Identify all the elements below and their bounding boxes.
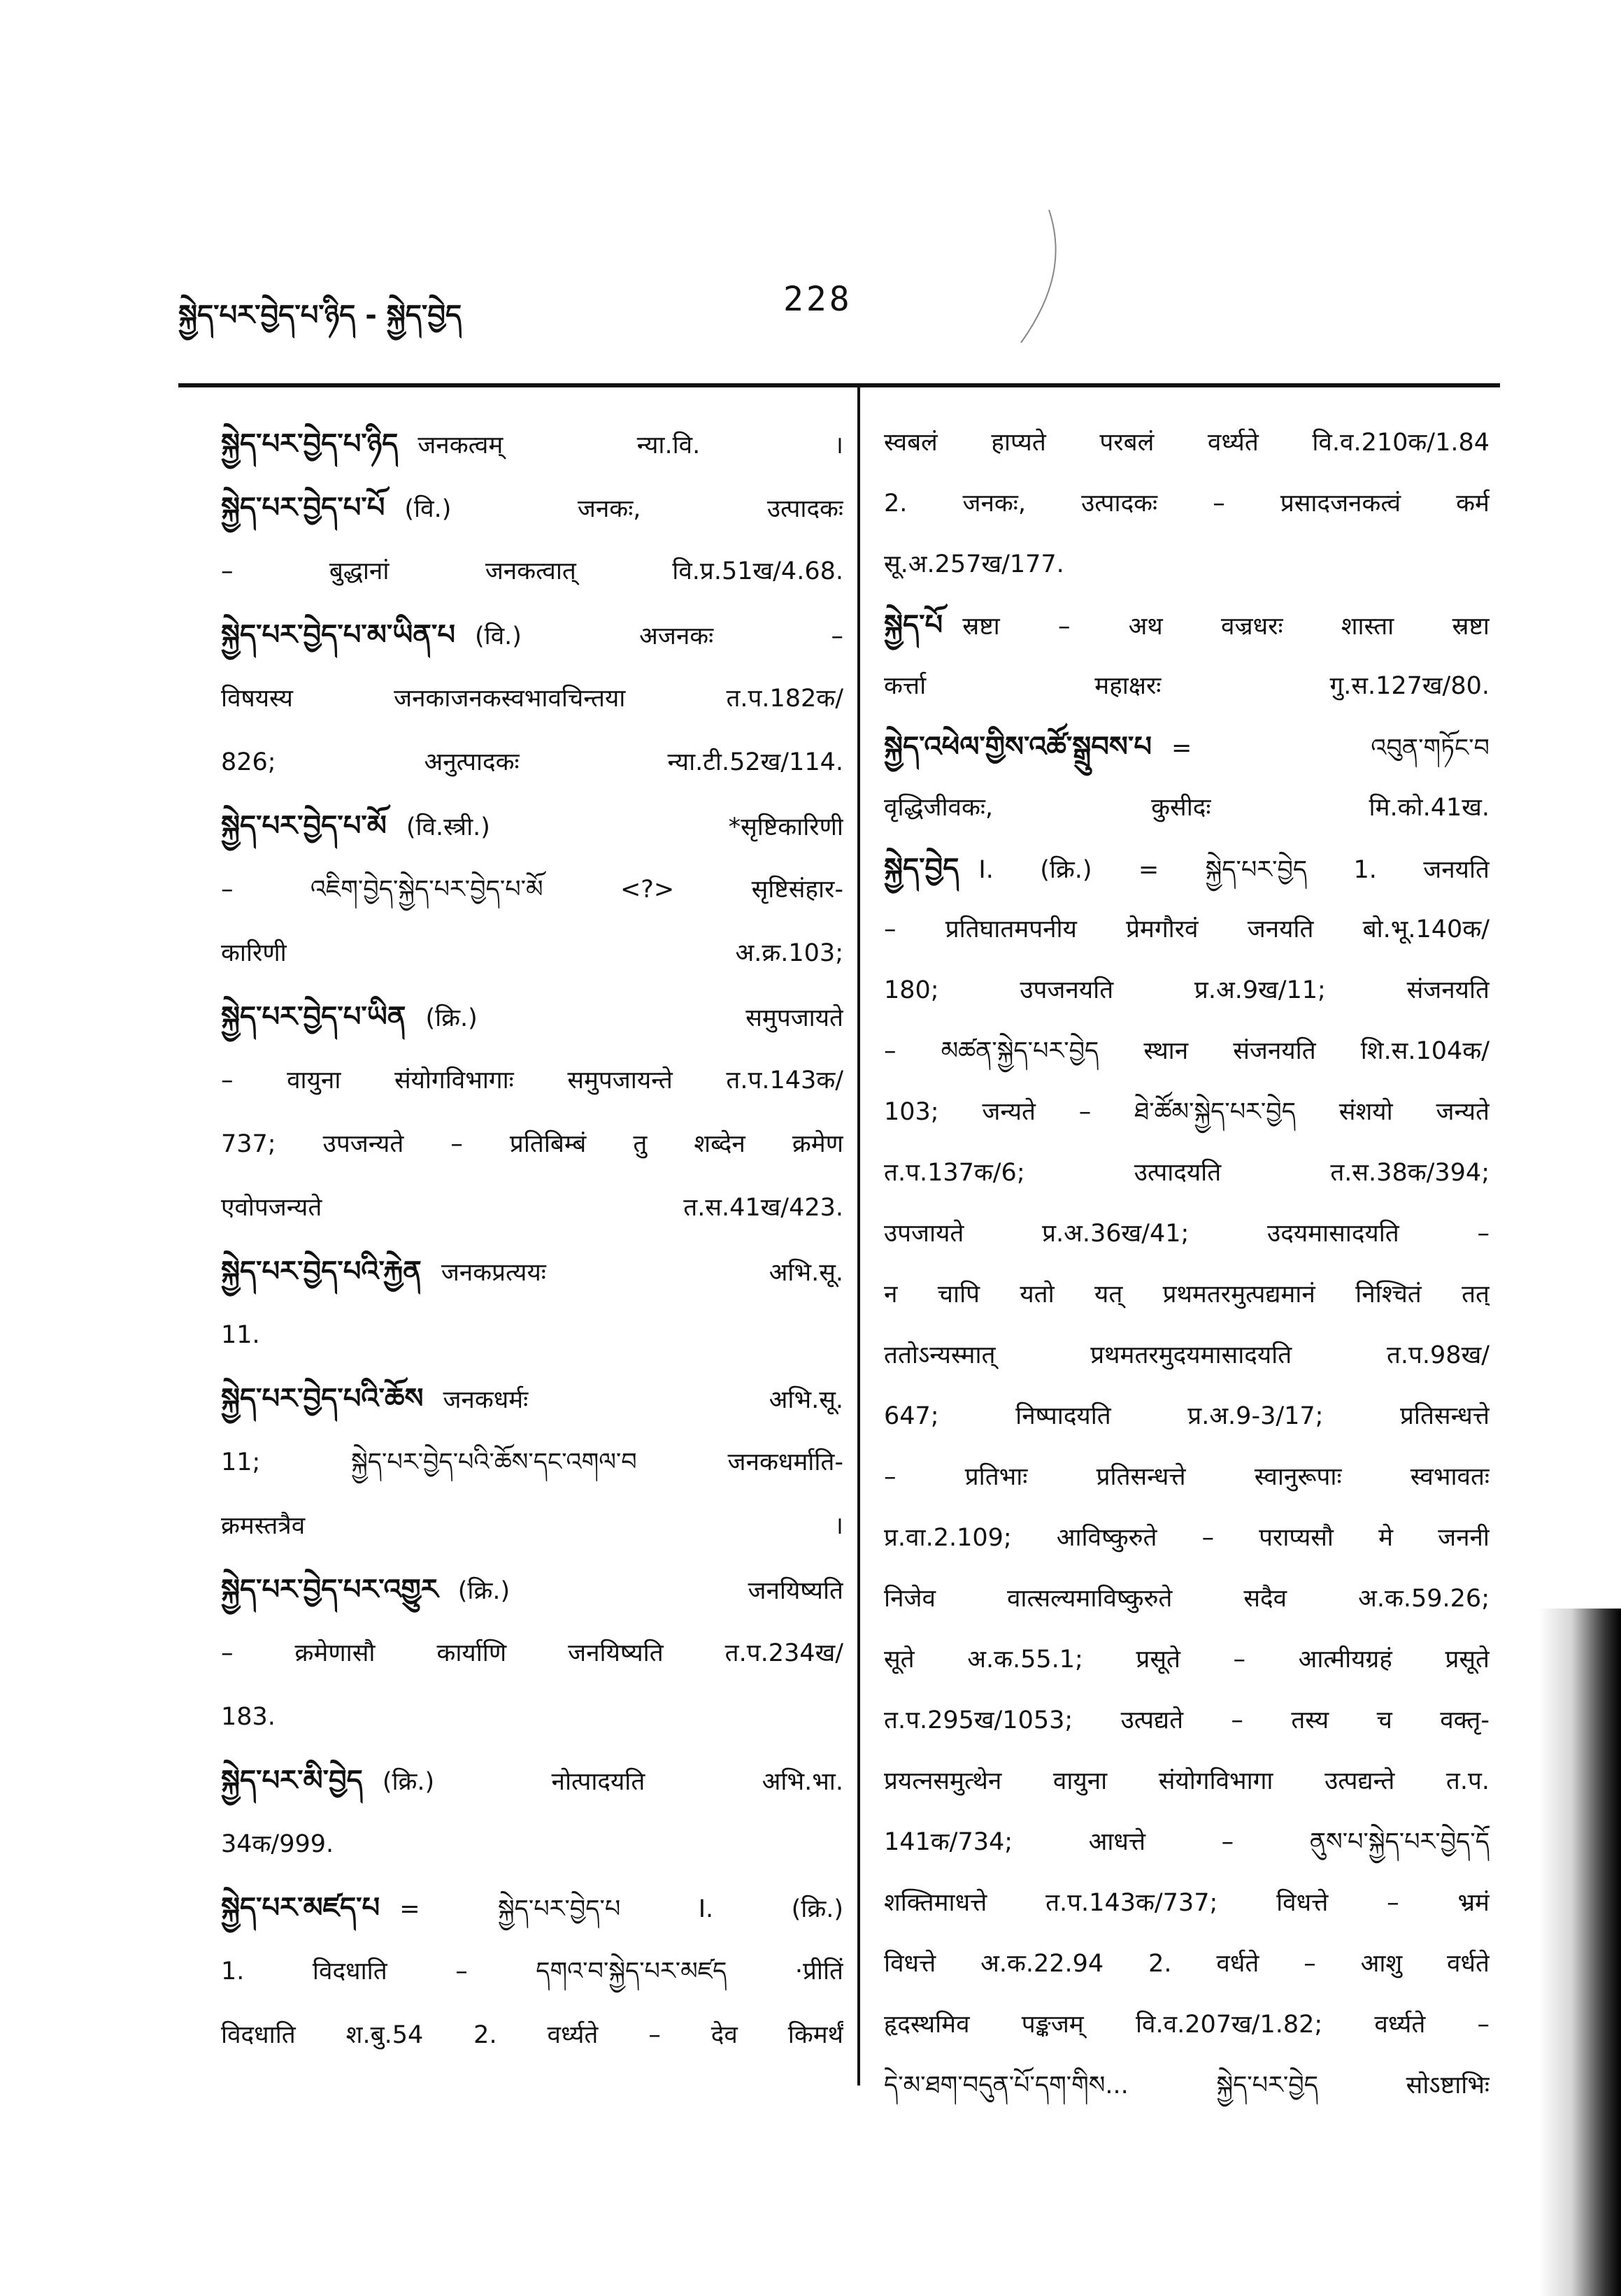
entry-text: = སྐྱེད་པར་བྱེད་པ I. (क्रि.) xyxy=(399,1895,843,1923)
entry-text: (वि.) जनकः, उत्पादकः xyxy=(404,495,843,523)
entry-line xyxy=(221,1813,843,1876)
entry-text: – वायुना संयोगविभागाः समुपजायन्ते त.प.143क/ xyxy=(221,1067,843,1094)
entry-text: – प्रतिभाः प्रतिसन्धत्ते स्वानुरूपाः स्वभावतः xyxy=(884,1463,1490,1491)
entry-line xyxy=(884,1995,1490,2055)
entry-line xyxy=(884,1143,1490,1204)
entry-line xyxy=(884,2055,1490,2116)
entry-line xyxy=(221,1049,843,1113)
entry-text: 141क/734; आधत्ते – ནུས་པ་སྐྱེད་པར་བྱེད་དོ xyxy=(884,1828,1490,1856)
tibetan-headword: སྐྱེད་པར་མཛད་པ xyxy=(221,1892,380,1924)
entry-text: उपजायते प्र.अ.36ख/41; उदयमासादयति – xyxy=(884,1220,1490,1248)
entry-line xyxy=(884,1873,1490,1934)
entry-line xyxy=(884,1751,1490,1812)
entry-text: हृदस्थमिव पङ्कजम् वि.व.207ख/1.82; वर्ध्यते – xyxy=(884,2011,1490,2039)
entry-text: 11; སྐྱེད་པར་བྱེད་པའི་ཆོས་དང་འགལ་བ जनकधर्माति- xyxy=(221,1448,843,1476)
entry-line xyxy=(221,1940,843,2004)
entry-text: त.प.137क/6; उत्पादयति त.स.38क/394; xyxy=(884,1159,1490,1187)
entry-line xyxy=(221,922,843,985)
entry-line xyxy=(884,1630,1490,1690)
entry-text: – प्रतिघातमपनीय प्रेमगौरवं जनयति बो.भू.140क/ xyxy=(884,915,1490,943)
entry-line xyxy=(884,413,1490,473)
entry-line xyxy=(221,1431,843,1495)
entry-headline xyxy=(221,794,843,858)
entry-text: विधत्ते अ.क.22.94 2. वर्धते – आशु वर्धते xyxy=(884,1950,1490,1978)
entry-line xyxy=(884,1508,1490,1569)
entry-headline xyxy=(221,476,843,540)
entry-text: सूते अ.क.55.1; प्रसूते – आत्मीयग्रहं प्रसूते xyxy=(884,1646,1490,1674)
entry-text: – क्रमेणासौ कार्याणि जनयिष्यति त.प.234ख/ xyxy=(221,1639,843,1667)
entry-line xyxy=(884,1204,1490,1264)
entry-line xyxy=(884,656,1490,717)
entry-text: ततोऽन्यस्मात् प्रथमतरमुदयमासादयति त.प.98ख/ xyxy=(884,1341,1490,1369)
entry-text: – འཇིག་བྱེད་སྐྱེད་པར་བྱེད་པ་མོ <?> सृष्टिसंहार- xyxy=(221,876,843,904)
tibetan-headword: སྐྱེད་པར་མི་བྱེད xyxy=(221,1764,363,1797)
entry-line xyxy=(221,2004,843,2067)
entry-text: (क्रि.) जनयिष्यति xyxy=(457,1577,843,1605)
entry-text: (वि.स्त्री.) *सृष्टिकारिणी xyxy=(406,813,843,841)
entry-line xyxy=(884,1812,1490,1873)
entry-line xyxy=(221,1685,843,1749)
left-column xyxy=(221,413,843,2067)
entry-text: त.प.295ख/1053; उत्पद्यते – तस्य च वक्तृ- xyxy=(884,1706,1490,1734)
entry-text: प्र.वा.2.109; आविष्कुरुते – पराप्यसौ मे जननी xyxy=(884,1524,1490,1552)
entry-text: 737; उपजन्यते – प्रतिबिम्बं तु शब्देन क्रमेण xyxy=(221,1130,843,1158)
entry-text: एवोपजन्यते त.स.41ख/423. xyxy=(221,1194,843,1222)
scan-edge-artifact xyxy=(1538,1609,1621,2296)
tibetan-headword: སྐྱེད་པར་བྱེད་པ་མོ xyxy=(221,810,387,842)
entry-text: न चापि यतो यत् प्रथमतरमुत्पद्यमानं निश्चितं तत् xyxy=(884,1281,1490,1309)
right-column xyxy=(884,413,1490,2116)
entry-line xyxy=(221,1113,843,1176)
entry-line xyxy=(884,473,1490,534)
entry-text: वृद्धिजीवकः, कुसीदः मि.को.41ख. xyxy=(884,794,1490,822)
entry-line xyxy=(884,778,1490,839)
entry-text: 1. विदधाति – དགའ་བ་སྐྱེད་པར་མཛད ·प्रीतिं xyxy=(221,1958,843,1985)
entry-text: निजेव वात्सल्यमाविष्कुरुते सदैव अ.क.59.26; xyxy=(884,1585,1490,1613)
entry-line xyxy=(221,1304,843,1367)
entry-headline xyxy=(221,1367,843,1431)
entry-text: 103; जन्यते – ཐེ་ཚོམ་སྐྱེད་པར་བྱེད संशयो जन्यते xyxy=(884,1098,1490,1126)
entry-text: कारिणी अ.क्र.103; xyxy=(221,939,843,967)
entry-headline xyxy=(221,604,843,667)
entry-headline xyxy=(221,1240,843,1304)
entry-line xyxy=(884,1325,1490,1386)
entry-line xyxy=(884,960,1490,1021)
entry-text: जनकधर्मः अभि.सू. xyxy=(443,1386,843,1414)
entry-line xyxy=(221,1176,843,1240)
tibetan-headword: སྐྱེད་པར་བྱེད་པར་འགྱུར xyxy=(221,1574,438,1606)
entry-line xyxy=(884,1082,1490,1143)
entry-headline xyxy=(884,595,1490,656)
entry-line xyxy=(221,540,843,604)
entry-text: क्रमस्तत्रैव । xyxy=(221,1512,843,1540)
entry-text: = འབུན་གཏོང་བ xyxy=(1171,734,1490,762)
entry-headline xyxy=(221,1876,843,1940)
tibetan-headword: སྐྱེད་པར་བྱེད་པ་པོ xyxy=(221,492,385,524)
entry-line xyxy=(884,1934,1490,1995)
entry-text: 11. xyxy=(221,1321,260,1349)
tibetan-headword: སྐྱེད་པར་བྱེད་པའི་ཆོས xyxy=(221,1383,424,1415)
entry-text: स्रष्टा – अथ वज्रधरः शास्ता स्रष्टा xyxy=(962,613,1490,641)
entry-text: जनकत्वम् न्या.वि. । xyxy=(417,432,843,459)
entry-text: – बुद्धानां जनकत्वात् वि.प्र.51ख/4.68. xyxy=(221,557,843,585)
page-number: 228 xyxy=(783,280,852,319)
entry-text: कर्त्ता महाक्षरः गु.स.127ख/80. xyxy=(884,672,1490,700)
entry-text: དེ་མ་ཐག་བདུན་པོ་དག་གིས... སྐྱེད་པར་བྱེད सोऽष्टाभिः xyxy=(884,2072,1490,2099)
entry-line xyxy=(884,1690,1490,1751)
entry-text: – མཚན་སྐྱེད་པར་བྱེད स्थान संजनयति शि.स.104क/ xyxy=(884,1037,1490,1065)
header-rule xyxy=(178,383,1500,387)
pencil-mark xyxy=(1007,210,1091,350)
entry-text: 180; उपजनयति प्र.अ.9ख/11; संजनयति xyxy=(884,976,1490,1004)
tibetan-headword: སྐྱེད་པར་བྱེད་པ་ཡིན xyxy=(221,1001,406,1033)
column-divider xyxy=(857,386,860,2085)
tibetan-headword: སྐྱེད་འཕེལ་གྱིས་འཚོ་སྒྲུབས་པ xyxy=(884,731,1152,763)
tibetan-headword: སྐྱེད་པར་བྱེད་པའི་རྐྱེན xyxy=(221,1255,422,1288)
entry-text: सू.अ.257ख/177. xyxy=(884,550,1064,578)
tibetan-headword: སྐྱེད་པར་བྱེད་པ་མ་ཡིན་པ xyxy=(221,619,455,651)
entry-headline xyxy=(221,985,843,1049)
tibetan-headword: སྐྱེད་བྱེད xyxy=(884,853,959,885)
entry-line xyxy=(884,534,1490,595)
entry-headline xyxy=(221,1558,843,1622)
entry-text: 826; अनुत्पादकः न्या.टी.52ख/114. xyxy=(221,748,843,776)
entry-text: प्रयत्नसमुत्थेन वायुना संयोगविभागा उत्पद्यन्ते त.प. xyxy=(884,1767,1490,1795)
entry-line xyxy=(884,1021,1490,1082)
entry-text: विषयस्य जनकाजनकस्वभावचिन्तया त.प.182क/ xyxy=(221,685,843,713)
entry-text: 183. xyxy=(221,1703,276,1731)
entry-text: शक्तिमाधत्ते त.प.143क/737; विधत्ते – भ्रमं xyxy=(884,1889,1490,1917)
entry-line xyxy=(884,1447,1490,1508)
entry-line xyxy=(884,1569,1490,1630)
entry-text: 2. जनकः, उत्पादकः – प्रसादजनकत्वं कर्म xyxy=(884,490,1490,518)
entry-text: 647; निष्पादयति प्र.अ.9-3/17; प्रतिसन्धत्ते xyxy=(884,1402,1490,1430)
tibetan-headword: སྐྱེད་པོ xyxy=(884,609,943,641)
entry-text: विदधाति श.बु.54 2. वर्ध्यते – देव किमर्थं xyxy=(221,2021,843,2049)
entry-text: जनकप्रत्ययः अभि.सू. xyxy=(441,1259,843,1287)
entry-line xyxy=(884,1264,1490,1325)
entry-headline xyxy=(221,413,843,476)
entry-line xyxy=(221,1622,843,1685)
entry-text: स्वबलं हाप्यते परबलं वर्ध्यते वि.व.210क/1.84 xyxy=(884,429,1490,457)
entry-text: (क्रि.) समुपजायते xyxy=(425,1004,843,1032)
entry-text: (वि.) अजनकः – xyxy=(474,622,843,650)
entry-text: (क्रि.) नोत्पादयति अभि.भा. xyxy=(382,1768,843,1796)
entry-line xyxy=(884,1386,1490,1447)
entry-line xyxy=(221,858,843,922)
entry-line xyxy=(884,899,1490,960)
tibetan-headword: སྐྱེད་པར་བྱེད་པ་ཉིད xyxy=(221,428,399,460)
entry-line xyxy=(221,731,843,794)
entry-line xyxy=(221,1495,843,1558)
entry-headline xyxy=(884,839,1490,899)
entry-line xyxy=(221,667,843,731)
entry-headline xyxy=(884,717,1490,778)
entry-text: I. (क्रि.) = སྐྱེད་པར་བྱེད 1. जनयति xyxy=(978,856,1490,884)
running-head: སྐྱེད་པར་བྱེད་པ་ཉིད - སྐྱེད་བྱེད xyxy=(178,299,462,331)
entry-headline xyxy=(221,1749,843,1813)
entry-text: 34क/999. xyxy=(221,1830,334,1858)
